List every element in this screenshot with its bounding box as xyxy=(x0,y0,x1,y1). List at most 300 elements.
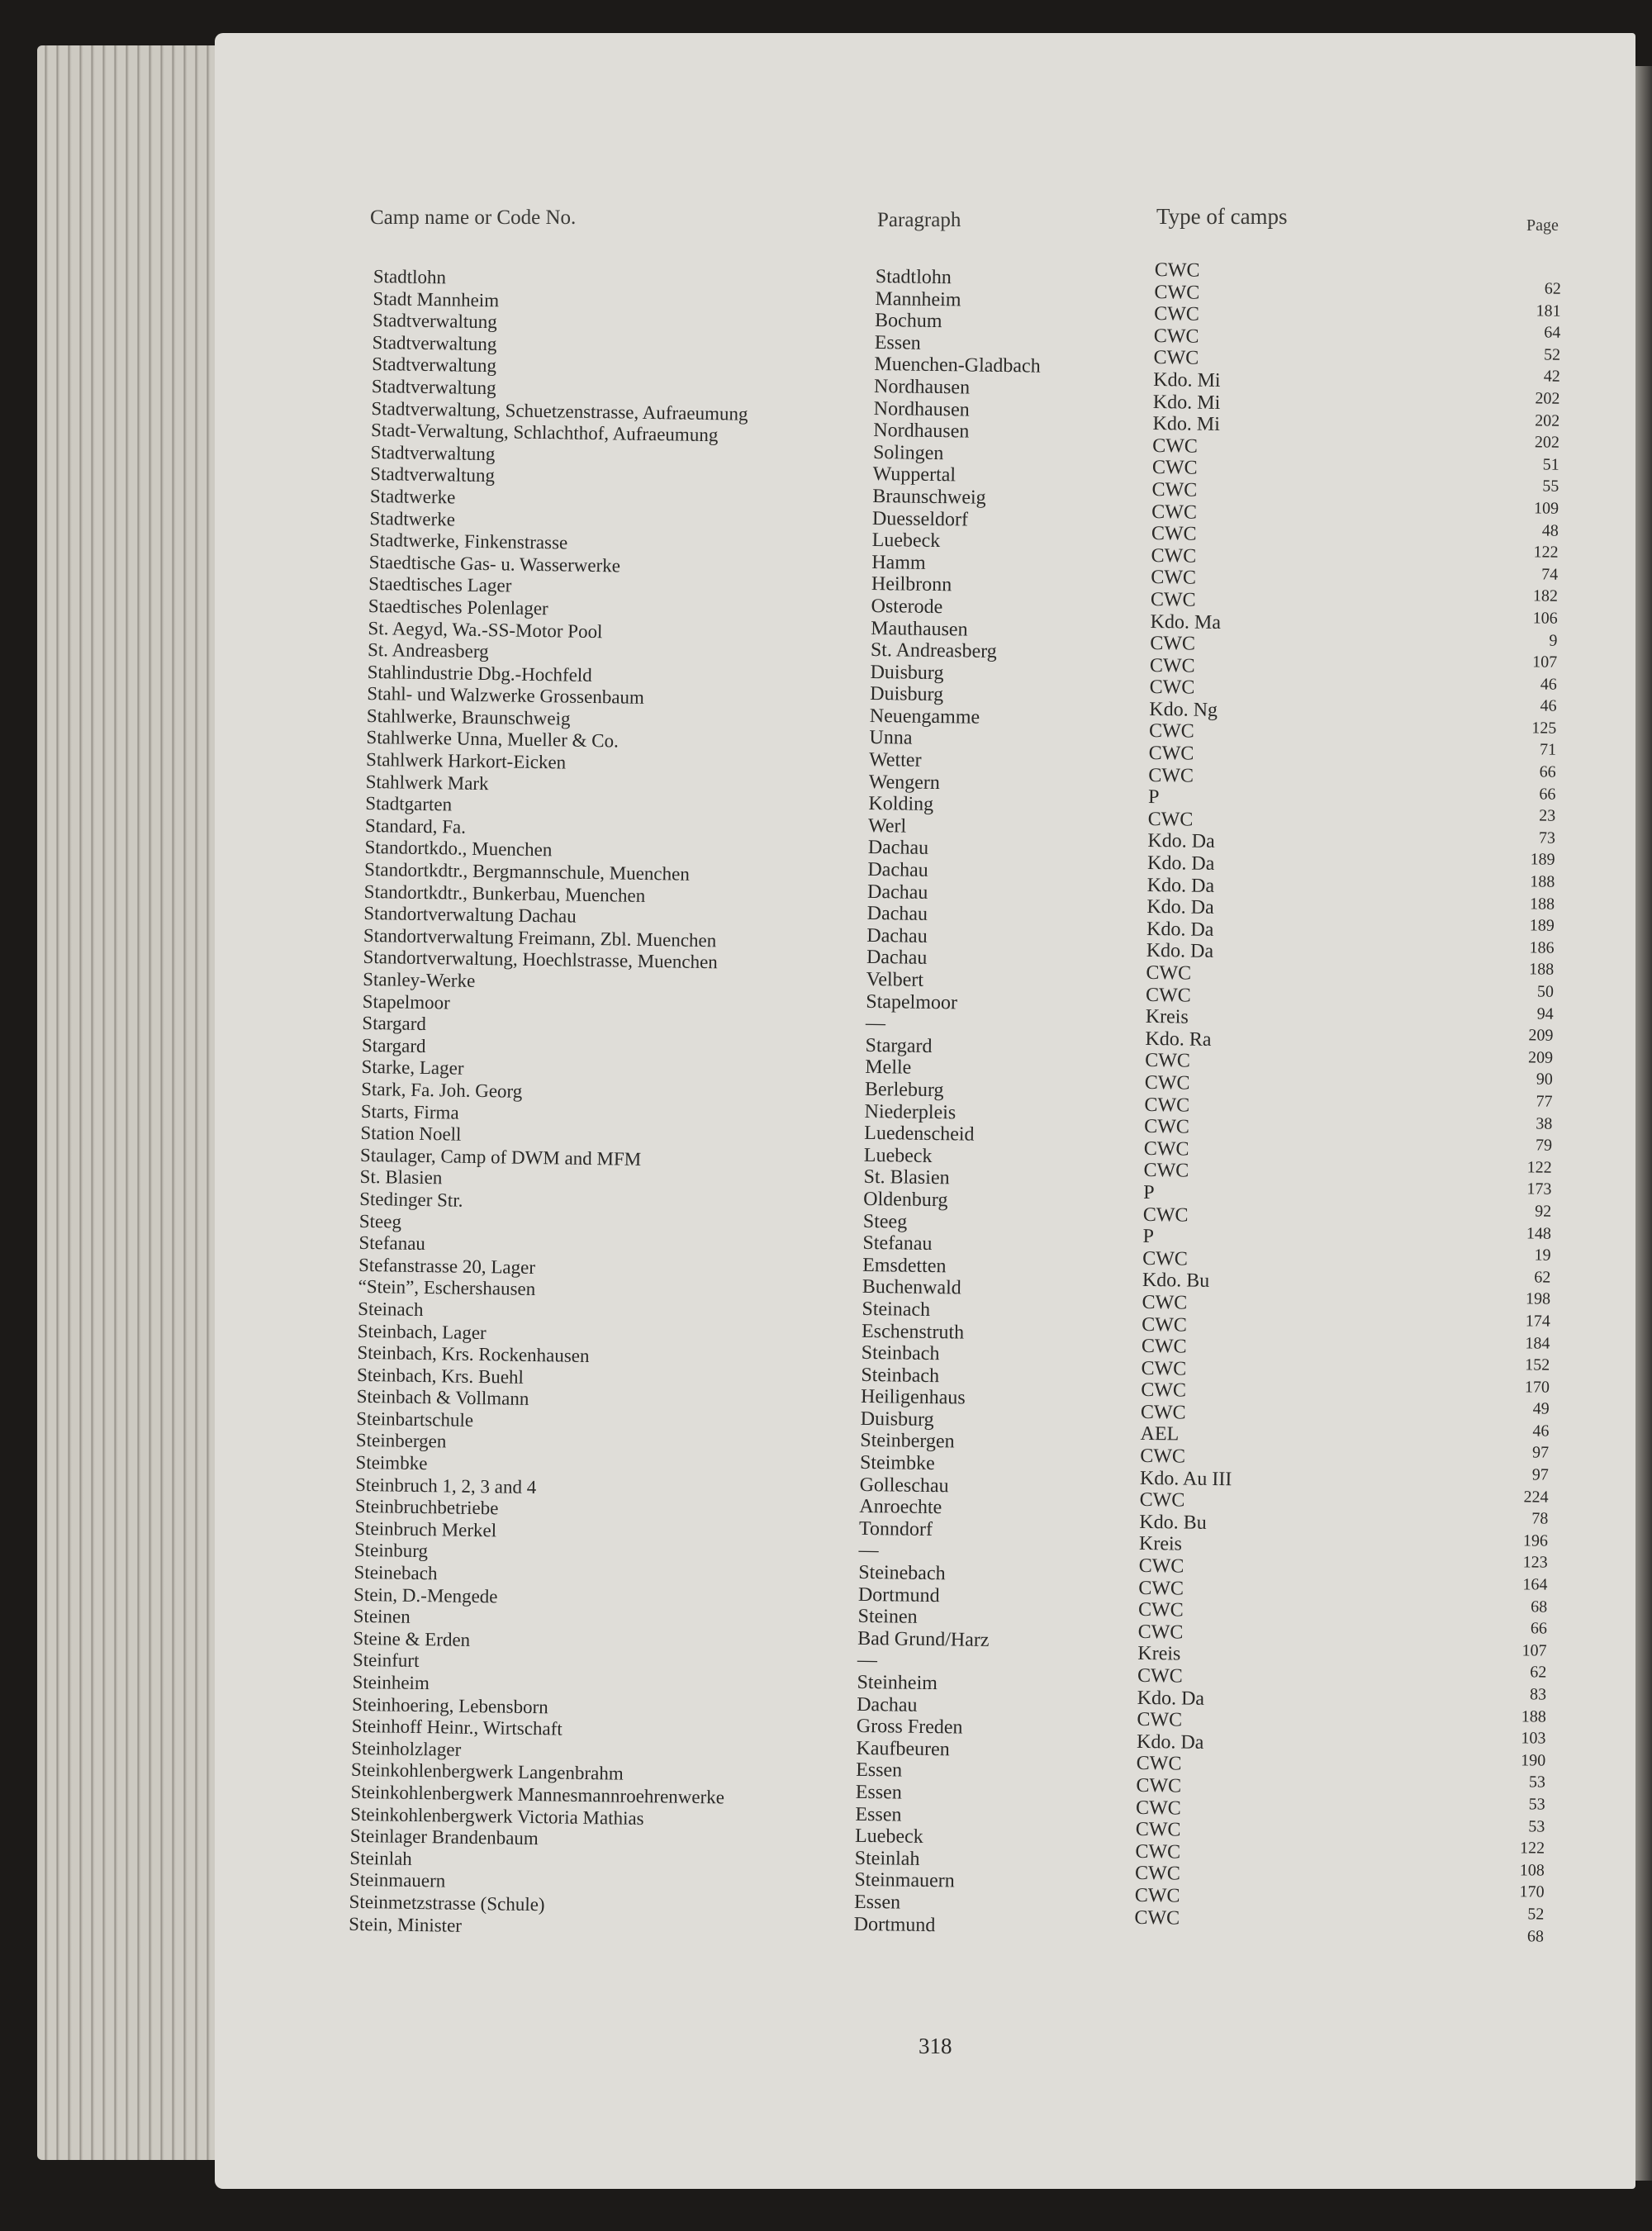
camp-name-cell: Staedtisches Lager xyxy=(368,573,512,596)
camp-type-cell: CWC xyxy=(1154,303,1200,325)
camp-name-cell: Stadtverwaltung, Schuetzenstrasse, Aufraeumung xyxy=(371,397,748,425)
page-number-cell: 62 xyxy=(1534,1268,1551,1287)
paragraph-cell: Kaufbeuren xyxy=(856,1737,950,1761)
page-number-cell: 189 xyxy=(1530,850,1555,870)
page-number-cell: 50 xyxy=(1536,982,1555,1001)
camp-name-cell: Steinbach, Lager xyxy=(357,1320,487,1343)
camp-type-cell: Kdo. Da xyxy=(1146,852,1215,875)
camp-type-cell: Kdo. Mi xyxy=(1152,391,1221,414)
paragraph-cell: Braunschweig xyxy=(872,485,986,509)
camp-name-cell: Starts, Firma xyxy=(360,1100,459,1123)
camp-type-cell: Kreis xyxy=(1137,1643,1181,1665)
page-number-cell: 182 xyxy=(1532,586,1559,606)
camp-name-cell: Standortverwaltung Freimann, Zbl. Muenchen xyxy=(363,924,717,952)
camp-name-cell: Stadtverwaltung xyxy=(371,375,496,399)
camp-type-cell: Kdo. Da xyxy=(1146,918,1214,941)
paragraph-cell: Dachau xyxy=(866,947,928,970)
page-number-cell: 53 xyxy=(1528,1816,1545,1836)
page-number-cell: 9 xyxy=(1549,631,1558,650)
paragraph-cell: Dachau xyxy=(857,1693,918,1716)
camp-name-cell: Stadt-Verwaltung, Schlachthof, Aufraeumung xyxy=(370,420,719,446)
page-number-cell: 42 xyxy=(1543,367,1560,387)
camp-type-cell: Kdo. Da xyxy=(1146,940,1214,963)
camp-name-cell: Stark, Fa. Joh. Georg xyxy=(361,1078,523,1102)
page-number-cell: 66 xyxy=(1539,785,1556,804)
camp-name-cell: Stadtgarten xyxy=(365,793,453,815)
paragraph-cell: Hamm xyxy=(871,551,926,574)
camp-type-cell: CWC xyxy=(1141,1357,1187,1380)
camp-type-cell: CWC xyxy=(1151,544,1197,567)
camp-type-cell: CWC xyxy=(1149,676,1195,699)
paragraph-cell: Osterode xyxy=(871,595,943,619)
page-number-cell: 109 xyxy=(1533,499,1559,518)
paragraph-cell: Tonndorf xyxy=(858,1517,933,1540)
camp-name-cell: Steinhoff Heinr., Wirtschaft xyxy=(351,1715,563,1740)
camp-name-cell: Standortkdo., Muenchen xyxy=(364,837,553,861)
camp-type-cell: CWC xyxy=(1153,325,1199,348)
camp-name-cell: Steinkohlenbergwerk Victoria Mathias xyxy=(350,1803,644,1829)
paragraph-cell: Berleburg xyxy=(864,1078,944,1102)
camp-type-cell: CWC xyxy=(1139,1489,1185,1512)
camp-type-cell: CWC xyxy=(1136,1774,1182,1797)
paragraph-cell: Steinebach xyxy=(858,1561,946,1585)
camp-type-cell: CWC xyxy=(1142,1247,1189,1270)
paragraph-cell: Dachau xyxy=(866,924,928,947)
camp-type-cell: CWC xyxy=(1141,1379,1187,1402)
camp-type-cell: CWC xyxy=(1144,1071,1190,1094)
camp-type-cell: CWC xyxy=(1149,654,1195,677)
paragraph-cell: Oldenburg xyxy=(863,1188,948,1212)
camp-name-cell: Standard, Fa. xyxy=(364,814,467,838)
paragraph-cell: Wengern xyxy=(868,771,941,794)
paragraph-column xyxy=(854,266,1042,1938)
header-type-of-camps: Type of camps xyxy=(1156,204,1288,229)
camp-name-cell: Stadtverwaltung xyxy=(370,441,496,464)
paragraph-cell: Anroechte xyxy=(859,1496,942,1519)
camp-name-cell: Stahlindustrie Dbg.-Hochfeld xyxy=(367,661,592,686)
camp-type-cell: P xyxy=(1142,1226,1155,1248)
header-camp-name: Camp name or Code No. xyxy=(370,206,577,229)
camp-type-cell: CWC xyxy=(1137,1621,1184,1644)
page-number-cell: 184 xyxy=(1525,1333,1550,1353)
camp-type-cell: Kdo. Da xyxy=(1146,896,1214,919)
camp-type-cell: CWC xyxy=(1151,567,1197,589)
page-number-cell: 19 xyxy=(1534,1246,1551,1265)
page-number-cell: 52 xyxy=(1543,345,1561,364)
page-number-cell: 97 xyxy=(1531,1443,1550,1463)
camp-type-cell: CWC xyxy=(1147,808,1194,831)
paragraph-cell: Nordhausen xyxy=(873,375,971,399)
camp-type-cell: Kdo. Bu xyxy=(1139,1511,1207,1534)
camp-name-cell: Stadtverwaltung xyxy=(370,463,496,487)
camp-type-cell: Kdo. Da xyxy=(1137,1687,1205,1710)
camp-name-cell: Steinbach, Krs. Rockenhausen xyxy=(357,1341,590,1367)
paragraph-cell: Heilbronn xyxy=(871,573,952,596)
camp-name-cell: “Stein”, Eschershausen xyxy=(358,1276,536,1300)
paragraph-cell: Essen xyxy=(855,1803,902,1826)
paragraph-cell: Luedenscheid xyxy=(864,1123,975,1146)
camp-type-cell: CWC xyxy=(1143,1137,1189,1161)
camp-name-cell: Stadtwerke xyxy=(369,485,456,508)
page-number-cell: 152 xyxy=(1525,1355,1550,1374)
paragraph-cell: Golleschau xyxy=(859,1474,949,1497)
page-number-cell: 46 xyxy=(1540,675,1557,694)
paragraph-cell: Steinlah xyxy=(854,1847,920,1870)
paragraph-cell: Duisburg xyxy=(860,1407,934,1431)
camp-name-cell: Steinen xyxy=(353,1606,411,1628)
camp-type-cell: CWC xyxy=(1137,1664,1183,1687)
page-number-cell: 64 xyxy=(1544,323,1561,342)
camp-name-cell: Staedtische Gas- u. Wasserwerke xyxy=(368,551,621,577)
camp-type-cell: P xyxy=(1147,786,1160,809)
paragraph-cell: Solingen xyxy=(872,441,944,464)
camp-name-cell: Stahl- und Walzwerke Grossenbaum xyxy=(367,683,645,709)
paragraph-cell: Werl xyxy=(867,814,907,838)
header-page: Page xyxy=(1526,216,1559,235)
camp-name-cell: Steinebach xyxy=(354,1561,438,1584)
page-number-cell: 79 xyxy=(1535,1136,1553,1155)
camp-type-cell: Kdo. Mi xyxy=(1152,413,1221,436)
camp-name-cell: Stargard xyxy=(361,1034,426,1056)
page-number-cell: 51 xyxy=(1542,455,1559,474)
camp-name-cell: Steinmauern xyxy=(349,1869,446,1892)
page-number-cell: 52 xyxy=(1527,1905,1545,1924)
camp-type-cell: CWC xyxy=(1137,1709,1183,1731)
camp-name-cell: Stadtlohn xyxy=(373,266,447,288)
camp-name-cell: Stadtverwaltung xyxy=(372,331,497,355)
camp-type-cell: CWC xyxy=(1151,478,1198,501)
camp-type-cell: CWC xyxy=(1151,457,1198,479)
camp-name-cell: Stanley-Werke xyxy=(363,968,476,991)
paragraph-cell: Steinmauern xyxy=(854,1869,955,1892)
paragraph-cell: Essen xyxy=(855,1781,902,1804)
page-number-cell: 123 xyxy=(1522,1553,1548,1573)
paragraph-cell: Steinbach xyxy=(861,1364,940,1387)
paragraph-cell: Buchenwald xyxy=(862,1276,961,1299)
camp-type-cell: CWC xyxy=(1142,1203,1189,1227)
page-number-cell: 190 xyxy=(1521,1751,1546,1770)
camp-name-cell: Steine & Erden xyxy=(353,1627,471,1650)
paragraph-cell: Dachau xyxy=(866,903,928,926)
paragraph-cell: Dachau xyxy=(867,858,928,881)
paragraph-cell: Steinbach xyxy=(861,1341,940,1365)
camp-type-cell: CWC xyxy=(1140,1401,1186,1424)
camp-name-cell: Steinbruchbetriebe xyxy=(354,1496,499,1519)
camp-type-cell: CWC xyxy=(1135,1797,1181,1820)
camp-type-cell: CWC xyxy=(1144,1116,1189,1138)
page-number-cell: 49 xyxy=(1532,1399,1550,1418)
camp-type-cell: Kdo. Ra xyxy=(1145,1028,1212,1051)
paragraph-cell: Stefanau xyxy=(862,1232,933,1256)
paragraph-cell: Dortmund xyxy=(857,1583,940,1607)
paragraph-cell: Velbert xyxy=(866,968,924,991)
camp-type-cell: CWC xyxy=(1154,259,1200,282)
camp-name-cell: Standortverwaltung Dachau xyxy=(363,903,577,927)
paragraph-cell: St. Blasien xyxy=(863,1166,950,1189)
paragraph-cell: Duesseldorf xyxy=(871,507,969,531)
page-number-cell: 46 xyxy=(1540,696,1557,715)
camp-type-cell: CWC xyxy=(1137,1599,1184,1621)
paragraph-cell: Dachau xyxy=(867,837,929,860)
paragraph-cell: Essen xyxy=(853,1891,901,1914)
paragraph-cell: Steeg xyxy=(862,1210,908,1233)
page-number-cell: 103 xyxy=(1521,1729,1546,1748)
camp-name-cell: Steinbartschule xyxy=(356,1407,474,1431)
paragraph-cell: Essen xyxy=(874,331,921,354)
page-number-cell: 62 xyxy=(1530,1663,1547,1683)
camp-type-cell: Kdo. Ng xyxy=(1149,698,1218,721)
paragraph-cell: Kolding xyxy=(868,793,934,816)
camp-type-cell: CWC xyxy=(1134,1884,1180,1907)
camp-type-cell: Kdo. Da xyxy=(1146,874,1215,897)
page-number-cell: 122 xyxy=(1519,1839,1545,1858)
camp-name-cell: Stein, Minister xyxy=(349,1913,463,1936)
paragraph-cell: Steinbergen xyxy=(860,1430,955,1453)
camp-type-cell: CWC xyxy=(1144,1094,1190,1117)
paragraph-cell: — xyxy=(865,1013,886,1035)
camp-type-cell: CWC xyxy=(1143,1160,1189,1182)
camp-name-cell: Stahlwerke Unna, Mueller & Co. xyxy=(366,727,620,752)
paragraph-cell: Luebeck xyxy=(871,529,941,553)
camp-name-cell: Steinmetzstrasse (Schule) xyxy=(349,1891,545,1915)
page-number-cell: 122 xyxy=(1526,1158,1552,1177)
page-number-cell: 94 xyxy=(1536,1004,1554,1023)
camp-type-cell: CWC xyxy=(1142,1291,1188,1314)
paragraph-cell: Luebeck xyxy=(863,1144,933,1167)
page-number-cell: 189 xyxy=(1529,916,1555,935)
paragraph-cell: Heiligenhaus xyxy=(860,1386,966,1409)
page-number-cell: 107 xyxy=(1521,1641,1547,1660)
camp-name-cell: Stahlwerk Harkort-Eicken xyxy=(365,748,567,773)
camp-type-cell: CWC xyxy=(1146,961,1192,985)
paragraph-cell: Steimbke xyxy=(859,1451,935,1475)
page-number-cell: 48 xyxy=(1541,521,1559,540)
page-number-cell: 23 xyxy=(1539,806,1556,825)
camp-name-cell: Stahlwerk Mark xyxy=(365,771,489,794)
paragraph-cell: Niederpleis xyxy=(864,1100,957,1123)
camp-name-cell: Steeg xyxy=(358,1210,402,1232)
camp-type-cell: CWC xyxy=(1145,984,1191,1007)
paragraph-cell: Stadtlohn xyxy=(875,266,952,289)
camp-name-cell: Steinburg xyxy=(354,1540,429,1562)
camp-name-cell: Stahlwerke, Braunschweig xyxy=(366,705,571,729)
camp-type-cell: CWC xyxy=(1148,764,1194,787)
paragraph-cell: Mannheim xyxy=(875,287,961,311)
camp-type-cell: CWC xyxy=(1153,347,1199,370)
camp-name-cell: Steinhoering, Lebensborn xyxy=(351,1693,548,1717)
book-page-edges xyxy=(37,45,227,2160)
page-number-cell: 73 xyxy=(1538,828,1556,847)
camp-name-cell: Stadt Mannheim xyxy=(373,287,500,311)
paragraph-cell: Gross Freden xyxy=(856,1716,963,1739)
camp-type-cell: CWC xyxy=(1152,434,1199,458)
camp-name-cell: Staedtisches Polenlager xyxy=(368,595,548,619)
camp-name-cell: Standortkdtr., Bunkerbau, Muenchen xyxy=(363,881,646,906)
paragraph-cell: Unna xyxy=(869,727,913,750)
header-paragraph: Paragraph xyxy=(877,209,961,231)
camp-name-cell: Starke, Lager xyxy=(361,1056,464,1080)
page-number-cell: 66 xyxy=(1539,762,1556,781)
camp-name-cell: Steinkohlenbergwerk Mannesmannroehrenwerke xyxy=(350,1781,725,1808)
camp-type-cell: CWC xyxy=(1142,1313,1188,1336)
page-number-cell: 209 xyxy=(1528,1026,1554,1045)
camp-type-cell: Kdo. Da xyxy=(1147,830,1215,853)
paragraph-cell: Eschenstruth xyxy=(861,1320,965,1344)
paragraph-cell: Luebeck xyxy=(854,1825,923,1849)
paragraph-cell: Wetter xyxy=(869,749,922,771)
page-number-cell: 107 xyxy=(1532,653,1558,672)
camp-name-cell: Stadtwerke, Finkenstrasse xyxy=(368,529,568,553)
camp-type-cell: Kdo. Mi xyxy=(1153,368,1221,392)
paragraph-cell: Nordhausen xyxy=(873,397,970,421)
paragraph-cell: Nordhausen xyxy=(873,420,970,443)
page-number-cell: 106 xyxy=(1532,609,1558,628)
camp-type-cell: CWC xyxy=(1134,1906,1180,1930)
camp-type-cell: Kreis xyxy=(1145,1006,1189,1028)
page-number-cell: 62 xyxy=(1544,279,1561,298)
page-number-cell: 55 xyxy=(1542,477,1559,496)
paragraph-cell: Steinheim xyxy=(857,1671,938,1695)
paragraph-cell: Duisburg xyxy=(870,661,944,684)
camp-name-cell: Steinach xyxy=(358,1298,424,1320)
page-number-cell: 188 xyxy=(1521,1706,1546,1726)
page-number-cell: 198 xyxy=(1525,1289,1551,1308)
page-number-cell: 170 xyxy=(1519,1882,1545,1901)
camp-name-cell: Staulager, Camp of DWM and MFM xyxy=(359,1144,642,1170)
page-number-cell: 196 xyxy=(1522,1531,1549,1550)
paragraph-cell: Bad Grund/Harz xyxy=(857,1627,990,1651)
page-number-cell: 77 xyxy=(1536,1092,1553,1111)
camp-type-cell: CWC xyxy=(1135,1840,1181,1863)
camp-type-cell: CWC xyxy=(1140,1445,1186,1468)
camp-name-cell: Steimbke xyxy=(355,1451,428,1474)
paragraph-cell: Dachau xyxy=(866,881,928,904)
paragraph-cell: Duisburg xyxy=(870,683,944,706)
paragraph-cell: Stapelmoor xyxy=(866,990,958,1013)
camp-type-cell: AEL xyxy=(1140,1423,1180,1445)
page-number-cell: 174 xyxy=(1525,1312,1550,1331)
camp-name-cell: Steinlah xyxy=(349,1847,412,1869)
paragraph-cell: Muenchen-Gladbach xyxy=(874,354,1041,377)
paragraph-cell: Wuppertal xyxy=(872,463,957,487)
camp-type-cell: CWC xyxy=(1141,1335,1187,1358)
page-number-cell: 53 xyxy=(1528,1773,1546,1792)
camp-type-cell: CWC xyxy=(1134,1863,1180,1885)
page-number-cell: 78 xyxy=(1531,1509,1549,1528)
paragraph-cell: — xyxy=(858,1540,879,1562)
camp-name-cell: Steinbach, Krs. Buehl xyxy=(356,1364,525,1388)
camp-name-cell: St. Aegyd, Wa.-SS-Motor Pool xyxy=(368,617,603,642)
camp-type-cell: CWC xyxy=(1144,1050,1190,1072)
page-number-cell: 74 xyxy=(1541,565,1559,584)
camp-type-cell: CWC xyxy=(1136,1753,1182,1775)
camp-type-cell: Kdo. Ma xyxy=(1150,610,1222,634)
page-number-cell: 188 xyxy=(1529,895,1555,914)
camp-name-cell: Steinholzlager xyxy=(351,1737,462,1760)
page-number-cell: 202 xyxy=(1535,411,1560,430)
camp-type-cell: CWC xyxy=(1138,1555,1184,1578)
paragraph-cell: Dortmund xyxy=(853,1913,936,1936)
page-number-cell: 90 xyxy=(1536,1070,1553,1089)
page-number-cell: 148 xyxy=(1526,1223,1552,1243)
camp-name-cell: St. Blasien xyxy=(359,1166,443,1189)
camp-name-cell: Steinlager Brandenbaum xyxy=(349,1825,539,1849)
paragraph-cell: Mauthausen xyxy=(871,617,968,640)
paragraph-cell: Steinach xyxy=(862,1298,931,1321)
page-number-cell: 209 xyxy=(1527,1048,1554,1067)
camp-type-cell: Kdo. Bu xyxy=(1142,1270,1210,1293)
camp-name-cell: Stefanau xyxy=(358,1232,426,1255)
camp-type-cell: CWC xyxy=(1148,720,1194,743)
page-number-cell: 66 xyxy=(1530,1619,1547,1638)
camp-name-column xyxy=(349,266,750,1941)
page-number-cell: 125 xyxy=(1531,719,1557,738)
camp-type-cell: CWC xyxy=(1151,501,1198,524)
camp-type-cell: CWC xyxy=(1154,281,1200,304)
page-number-cell: 202 xyxy=(1535,389,1560,408)
camp-name-cell: Steinfurt xyxy=(352,1650,420,1672)
camp-name-cell: Stefanstrasse 20, Lager xyxy=(358,1254,536,1278)
camp-name-cell: Stein, D.-Mengede xyxy=(353,1583,498,1607)
camp-type-cell: CWC xyxy=(1150,588,1196,611)
camp-name-cell: Steinkohlenbergwerk Langenbrahm xyxy=(350,1759,624,1785)
camp-name-cell: Steinbach & Vollmann xyxy=(356,1386,529,1410)
paragraph-cell: Essen xyxy=(855,1759,903,1782)
page-number-cell: 97 xyxy=(1531,1465,1549,1484)
camp-name-cell: Standortkdtr., Bergmannschule, Muenchen xyxy=(363,858,691,885)
camp-type-cell: CWC xyxy=(1138,1577,1184,1600)
camp-name-cell: Stadtwerke xyxy=(369,507,456,530)
paragraph-cell: Bochum xyxy=(874,310,942,333)
paragraph-cell: Melle xyxy=(865,1056,912,1080)
paragraph-cell: Steinen xyxy=(857,1606,918,1629)
page-folio-number: 318 xyxy=(919,2034,952,2058)
paragraph-cell: — xyxy=(857,1650,878,1672)
page-number-cell: 170 xyxy=(1524,1378,1550,1397)
camp-name-cell: Stapelmoor xyxy=(362,990,451,1013)
page-number-cell: 68 xyxy=(1531,1597,1548,1616)
camp-name-cell: Stadtverwaltung xyxy=(372,354,497,377)
page-number-cell: 173 xyxy=(1526,1180,1552,1199)
page-number-cell: 53 xyxy=(1528,1795,1545,1814)
camp-name-cell: Stedinger Str. xyxy=(359,1188,463,1211)
page-number-cell: 202 xyxy=(1534,433,1560,452)
page-number-cell: 224 xyxy=(1523,1487,1549,1507)
camp-name-cell: Station Noell xyxy=(360,1123,462,1145)
camp-name-cell: Stadtverwaltung xyxy=(372,310,497,333)
paragraph-cell: Neuengamme xyxy=(869,705,980,729)
camp-type-cell: Kdo. Au III xyxy=(1139,1467,1232,1490)
camp-name-cell: Steinbruch Merkel xyxy=(354,1517,497,1541)
camp-name-cell: Steinbergen xyxy=(355,1430,447,1452)
page-number-cell: 181 xyxy=(1536,301,1561,320)
camp-type-cell: P xyxy=(1143,1181,1155,1204)
paragraph-cell: Stargard xyxy=(865,1034,933,1057)
camp-type-cell: Kreis xyxy=(1138,1533,1183,1555)
page-number-cell: 71 xyxy=(1539,740,1557,760)
page-number-cell: 46 xyxy=(1532,1422,1550,1441)
page-number-cell: 68 xyxy=(1526,1926,1545,1946)
page-number-cell: 188 xyxy=(1529,960,1555,980)
camp-name-cell: Steinbruch 1, 2, 3 and 4 xyxy=(354,1474,537,1498)
camp-type-cell: CWC xyxy=(1151,523,1197,545)
page-number-cell: 83 xyxy=(1529,1685,1547,1704)
page-number-cell: 122 xyxy=(1533,543,1559,562)
page-number-cell: 186 xyxy=(1529,938,1555,957)
camp-type-cell: CWC xyxy=(1135,1819,1181,1841)
camp-type-cell: CWC xyxy=(1148,743,1194,765)
camp-name-cell: St. Andreasberg xyxy=(367,639,489,662)
